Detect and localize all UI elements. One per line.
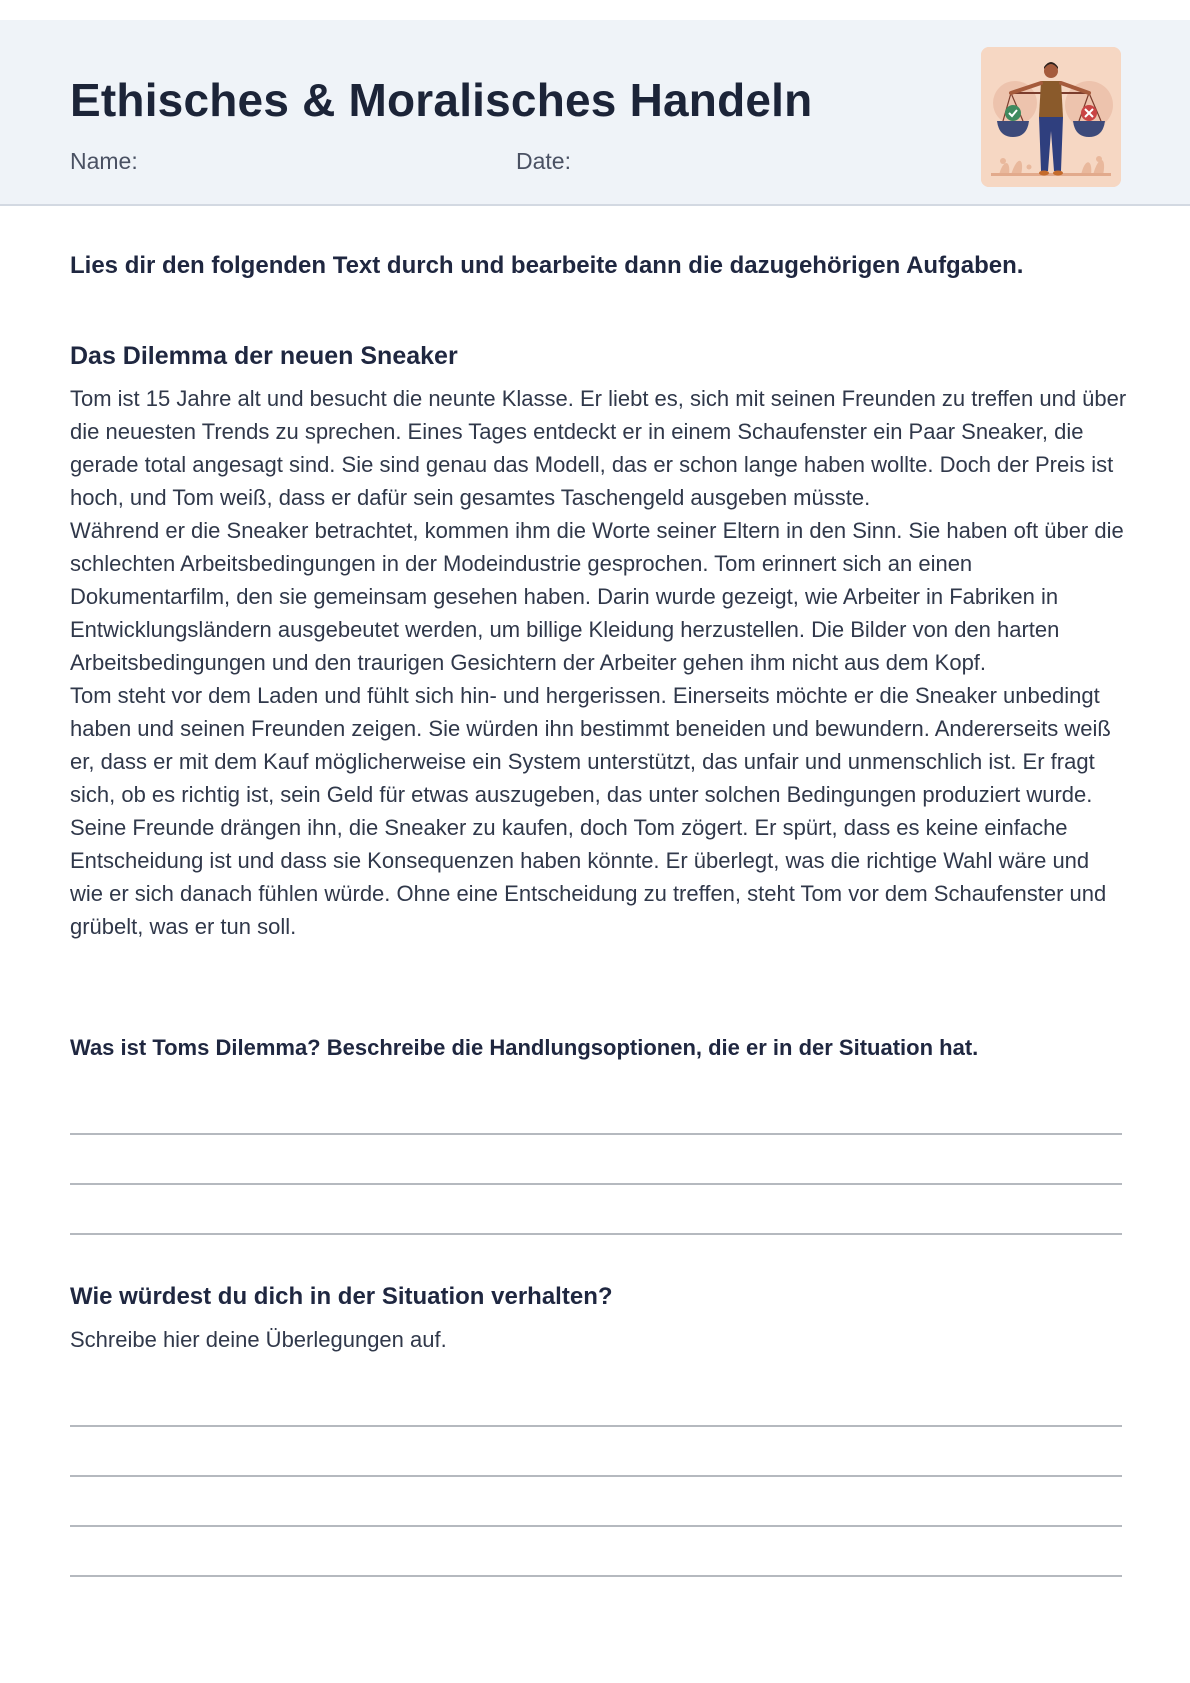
task1-answer-line[interactable] <box>70 1183 1122 1185</box>
story-paragraph: Seine Freunde drängen ihn, die Sneaker zu kaufen, doch Tom zögert. Er spürt, dass es keine einfache Entscheidung ist und dass sie Konsequenzen haben könnte. Er überlegt, was die richtige Wahl wäre und wie er sich danach fühlen würde. Ohne eine Entscheidung zu treffen, steht Tom vor dem Schaufenster und grübelt, was er tun soll. <box>70 815 1107 939</box>
page-title: Ethisches & Moralisches Handeln <box>70 74 813 126</box>
instruction-text: Lies dir den folgenden Text durch und bearbeite dann die dazugehörigen Aufgaben. <box>70 252 1024 279</box>
task2-heading: Wie würdest du dich in der Situation verhalten? <box>70 1283 613 1310</box>
task1-question: Was ist Toms Dilemma? Beschreibe die Handlungsoptionen, die er in der Situation hat. <box>70 1035 979 1060</box>
story-title: Das Dilemma der neuen Sneaker <box>70 342 458 370</box>
story-paragraph: Während er die Sneaker betrachtet, kommen ihm die Worte seiner Eltern in den Sinn. Sie haben oft über die schlechten Arbeitsbedingungen in der Modeindustrie gesprochen. Tom erinnert sich an einen Dokumentarfilm, den sie gemeinsam gesehen haben. Darin wurde gezeigt, wie Arbeiter in Fabriken in Entwicklungsländern ausgebeutet werden, um billige Kleidung herzustellen. Die Bilder von den harten Arbeitsbedingungen und den traurigen Gesichtern der Arbeiter gehen ihm nicht aus dem Kopf. <box>70 518 1124 675</box>
task2-answer-line[interactable] <box>70 1475 1122 1477</box>
story-paragraph: Tom steht vor dem Laden und fühlt sich hin- und hergerissen. Einerseits möchte er die Sneaker unbedingt haben und seinen Freunden zeigen. Sie würden ihn bestimmt beneiden und bewundern. Andererseits weiß er, dass er mit dem Kauf möglicherweise ein System unterstützt, das unfair und unmenschlich ist. Er fragt sich, ob es richtig ist, sein Geld für etwas auszugeben, das unter solchen Bedingungen produziert wurde. <box>70 683 1111 807</box>
name-label: Name: <box>70 148 138 174</box>
task1-answer-line[interactable] <box>70 1133 1122 1135</box>
task2-answer-line[interactable] <box>70 1525 1122 1527</box>
date-label: Date: <box>516 148 571 174</box>
balance-scale-person-icon <box>981 47 1121 187</box>
task1-answer-line[interactable] <box>70 1233 1122 1235</box>
task2-prompt: Schreibe hier deine Überlegungen auf. <box>70 1327 447 1352</box>
task2-answer-line[interactable] <box>70 1575 1122 1577</box>
story-text <box>70 382 1128 943</box>
worksheet-header <box>0 20 1190 206</box>
task2-answer-line[interactable] <box>70 1425 1122 1427</box>
story-paragraph: Tom ist 15 Jahre alt und besucht die neunte Klasse. Er liebt es, sich mit seinen Freunden zu treffen und über die neuesten Trends zu sprechen. Eines Tages entdeckt er in einem Schaufenster ein Paar Sneaker, die gerade total angesagt sind. Sie sind genau das Modell, das er schon lange haben wollte. Doch der Preis ist hoch, und Tom weiß, dass er dafür sein gesamtes Taschengeld ausgeben müsste. <box>70 386 1127 510</box>
